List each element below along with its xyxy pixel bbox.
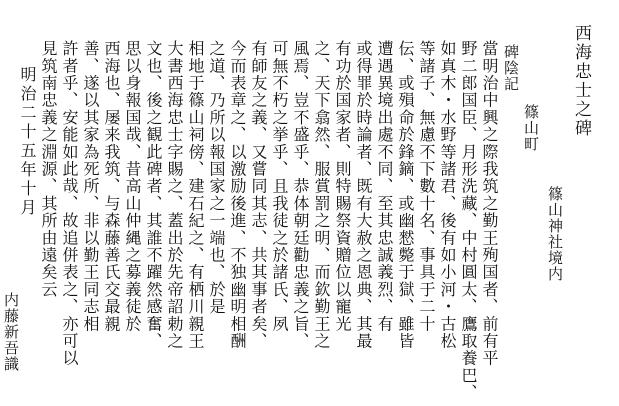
body-line: 今而表章之、以激励後進、不独幽明相酬 <box>228 40 247 350</box>
body-line: 等諸子、無慮不下數十名、事具于二十 <box>417 40 436 333</box>
body-line: 有師友之義、又嘗同其志、共其事者矣、 <box>249 40 268 350</box>
author-signature: 内藤新吾識 <box>2 292 20 372</box>
body-line: 可無不朽之挙乎、且我徒之於諸氏、夙 <box>270 40 289 333</box>
body-line: 思以身報国哉、昔高山仲縄之募義徒於 <box>123 40 142 333</box>
body-line: 遭遇異境出處不同、至其忠誠義烈、有 <box>375 40 394 333</box>
body-line: 善、遂以其家為死所、非以勤王同志相 <box>81 40 100 333</box>
inscription-header: 碑陰記 <box>502 44 520 92</box>
body-line: 如真木・水野等諸君、後有如小河・古松 <box>438 40 457 350</box>
document-title: 西海忠士之碑 <box>571 24 591 138</box>
body-line: 或得罪於時論者、既有大赦之恩典、其最 <box>354 40 373 350</box>
body-line: 伝、或殞命於鋒鏑、或幽憖斃于獄、雖皆 <box>396 40 415 350</box>
body-line: 風焉、豈不盛乎、恭体朝廷勸忠義之旨、 <box>291 40 310 350</box>
body-line: 有功於国家者、則特賜祭資贈位以寵光 <box>333 40 352 333</box>
shrine-location: 篠山神社境内 <box>546 186 564 282</box>
town-location: 篠山町 <box>522 104 540 152</box>
date-line: 明治二十五年十月 <box>18 66 37 218</box>
body-line: 相地于篠山祠傍、建石紀之、有栖川親王 <box>186 40 205 350</box>
body-line: 大書西海忠士字賜之、蓋出於先帝詔勅之 <box>165 40 184 350</box>
body-line: 許者乎、安能如此哉、故追併表之、亦可以 <box>60 40 79 367</box>
body-line: 之道、乃所以報国家之一端也、於是 <box>207 40 226 316</box>
body-line: 見筑南忠義之淵源、其所由遠矣云 <box>39 40 58 298</box>
body-line: 文也、後之観此碑者、其誰不躍然感奮、 <box>144 40 163 350</box>
body-line: 西海也、屡来我筑、与森藤善氏交最親 <box>102 40 121 333</box>
body-line: 野二郎国臣、月形洗藏、中村圓太、鷹取養巴、 <box>459 40 478 402</box>
body-line: 之、天下翕然、服賞罰之明、而欽勤王之 <box>312 40 331 350</box>
body-line: 當明治中興之際我筑之勤王殉国者、前有平 <box>480 40 499 367</box>
